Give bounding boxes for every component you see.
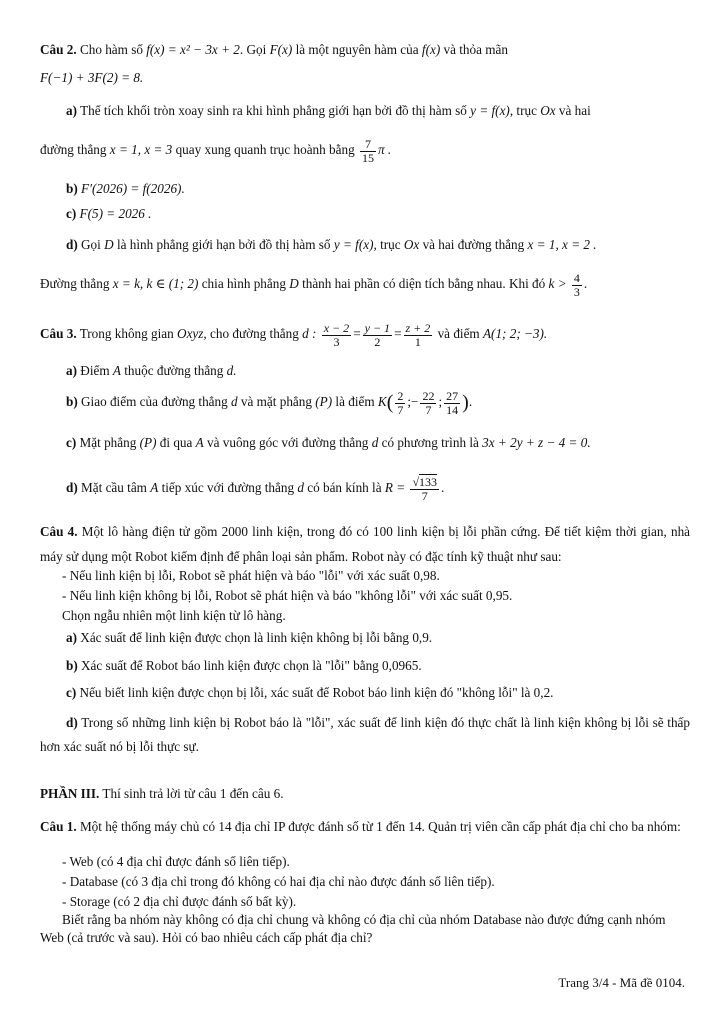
denominator: 3 [573, 284, 580, 299]
text: Một hệ thống máy chủ có 14 địa chỉ IP được đánh số từ 1 đến 14. Quản trị viên cần cấp phát địa chỉ cho ba nhóm: [79, 819, 681, 834]
text: đường thẳng [40, 142, 107, 158]
fraction [395, 390, 405, 416]
option-label: c) [66, 206, 77, 221]
text: tiếp xúc với đường thẳng [161, 480, 295, 496]
denominator: 2 [374, 334, 381, 349]
math: K [377, 394, 387, 410]
text: có phương trình là [381, 435, 479, 450]
fraction [404, 322, 433, 348]
option-label: a) [66, 103, 77, 118]
text: trục [380, 237, 401, 252]
question-2-option-a-cont [40, 138, 690, 164]
text: và vuông góc với đường thẳng [207, 435, 369, 450]
text: Thể tích khối tròn xoay sinh ra khi hình phẳng giới hạn bởi đồ thị hàm số [80, 103, 467, 118]
option-label: c) [66, 685, 77, 700]
text: . Gọi [239, 42, 267, 57]
math: π . [377, 142, 392, 158]
question-3-option-d [66, 476, 690, 502]
math: A [150, 480, 159, 496]
bullet: - Nếu linh kiện bị lỗi, Robot sẽ phát hiện và báo "lỗi" với xác suất 0,98. [62, 568, 440, 583]
denominator: 14 [446, 402, 459, 417]
question-1-stem [40, 818, 690, 835]
math: F(5) = 2026 . [79, 206, 152, 221]
text: và điểm [437, 326, 480, 342]
numerator: 22 [422, 389, 435, 403]
question-4-option-d [40, 711, 690, 759]
option-label: b) [66, 658, 78, 673]
question-1-groups [62, 852, 690, 912]
text: Gọi [81, 237, 101, 252]
math: A(1; 2; −3). [483, 326, 548, 342]
text: , cho đường thẳng [203, 326, 299, 342]
text: Mặt cầu tâm [81, 480, 147, 496]
numerator: 7 [360, 138, 376, 152]
math: d [297, 480, 304, 496]
page-footer: Trang 3/4 - Mã đề 0104. [558, 975, 685, 990]
numerator: 2 [397, 389, 404, 403]
math: d. [226, 363, 237, 378]
question-4-option-b [66, 658, 690, 675]
text: đi qua [159, 435, 193, 450]
math: Oxyz [177, 326, 204, 342]
math: F(−1) + 3F(2) = 8. [40, 70, 144, 85]
option-label: a) [66, 363, 77, 378]
question-1-question [40, 911, 690, 947]
math: f(x) = x² − 3x + 2 [146, 42, 240, 57]
math: x = 1, x = 3 [109, 142, 173, 158]
math: F(x) [269, 42, 293, 57]
text: Xác suất để linh kiện được chọn là linh kiện không bị lỗi bằng 0,9. [80, 630, 433, 645]
denominator: 1 [414, 334, 421, 349]
text: . [441, 480, 445, 496]
bullet: - Nếu linh kiện không bị lỗi, Robot sẽ phát hiện và báo "không lỗi" với xác suất 0,95. [62, 588, 513, 603]
denominator: 7 [397, 402, 404, 417]
option-label: d) [66, 715, 78, 730]
math: Ox [540, 103, 556, 118]
math: (P) [139, 435, 157, 450]
question-3-option-a [66, 363, 690, 380]
math: F′(2026) = f(2026). [81, 181, 185, 196]
denominator: 7 [421, 488, 428, 503]
question-2-option-c [66, 206, 690, 223]
numerator: y − 1 [364, 321, 391, 335]
question-2-option-d-cont [40, 272, 690, 298]
question-2-condition [40, 70, 690, 87]
question-4-stem [40, 519, 690, 569]
question-2-option-b [66, 181, 690, 198]
question-3-option-c [66, 435, 690, 452]
math: d : [302, 326, 317, 342]
math: D [289, 276, 299, 292]
math: x = k, k ∈ (1; 2) [112, 276, 199, 292]
math: A [195, 435, 204, 450]
question-4-option-a [66, 630, 690, 647]
bullet: - Web (có 4 địa chỉ được đánh số liên tiếp). [62, 854, 290, 869]
text: là một nguyên hàm của [295, 42, 419, 57]
question-4-label: Câu 4. [40, 524, 78, 539]
text: Một lô hàng điện tử gồm 2000 linh kiện, trong đó có 100 linh kiện bị lỗi phần cứng. Để tiết kiệm thời gian, nhà máy sử dụng một Robot kiểm định để phân loại sản phẩm. Robot này có đặc tính kỹ thuật như sau: [40, 524, 691, 564]
option-label: a) [66, 630, 77, 645]
math: x = 1, x = 2 . [527, 237, 597, 252]
text: thành hai phần có diện tích bằng nhau. Khi đó [302, 276, 546, 292]
question-4-bullets [62, 566, 690, 626]
part-3-label: PHẦN III. [40, 786, 100, 801]
math: R = [384, 480, 406, 496]
math: 3x + 2y + z − 4 = 0. [482, 435, 591, 450]
math: d [231, 394, 238, 410]
option-label: b) [66, 394, 78, 410]
text: Mặt phẳng [79, 435, 137, 450]
text: . [583, 276, 588, 292]
fraction [444, 390, 460, 416]
text: Thí sinh trả lời từ câu 1 đến câu 6. [102, 786, 284, 801]
radicand: 133 [419, 475, 438, 489]
text: Đường thẳng [40, 276, 110, 292]
bullet: - Database (có 3 địa chỉ trong đó không có hai địa chỉ nào được đánh số liên tiếp). [62, 874, 495, 889]
option-label: d) [66, 237, 78, 252]
question-2-stem [40, 42, 690, 59]
text: là điểm [335, 394, 375, 410]
math: Ox [403, 237, 420, 252]
text: và thỏa mãn [443, 42, 508, 57]
question-2-label: Câu 2. [40, 42, 77, 57]
text: và hai đường thẳng [422, 237, 525, 252]
math: D [104, 237, 114, 252]
numerator: x − 2 [323, 321, 350, 335]
math: y = f(x), [470, 103, 514, 118]
question-3-label: Câu 3. [40, 326, 77, 342]
text: và mặt phẳng [240, 394, 312, 410]
bullet: - Storage (có 2 địa chỉ được đánh số bất kỳ). [62, 894, 297, 909]
math: d [371, 435, 379, 450]
question-2-option-d [66, 237, 690, 254]
option-label: d) [66, 480, 78, 496]
text: Trong không gian [79, 326, 174, 342]
option-label: c) [66, 435, 77, 450]
denominator: 15 [361, 150, 374, 165]
fraction [322, 322, 351, 348]
text: quay xung quanh trục hoành bằng [175, 142, 355, 158]
math: k > [548, 276, 567, 292]
math: f(x) [421, 42, 441, 57]
numerator: z + 2 [405, 321, 431, 335]
text: Chọn ngẫu nhiên một linh kiện từ lô hàng. [62, 608, 286, 623]
numerator: 27 [446, 389, 459, 403]
fraction [360, 138, 376, 164]
text: chia hình phẳng [201, 276, 286, 292]
part-3-heading [40, 786, 690, 803]
numerator: 4 [573, 271, 580, 285]
question-1-label: Câu 1. [40, 819, 77, 834]
fraction [410, 476, 439, 502]
fraction [572, 272, 582, 298]
denominator: 7 [425, 402, 432, 417]
question-2-option-a [66, 103, 690, 120]
text: Giao điểm của đường thẳng [81, 394, 228, 410]
math: (P) [315, 394, 333, 410]
fraction [420, 390, 436, 416]
text: trục [516, 103, 537, 118]
numerator: √133 [412, 475, 438, 489]
text: thuộc đường thẳng [124, 363, 224, 378]
option-label: b) [66, 181, 78, 196]
question-3-stem: Câu 3. Trong không gian Oxyz, cho đường thẳng d : $\frac{x - 2}{3}$ = $\frac{y - 1}{2}$ = $\frac{z + 2}{1}$ và điểm A(1; 2; −3). [40, 321, 548, 349]
text: Cho hàm số [79, 42, 143, 57]
denominator: 3 [333, 334, 340, 349]
question-4-option-c [66, 685, 690, 702]
text: là hình phẳng giới hạn bởi đồ thị hàm số [116, 237, 331, 252]
text: Nếu biết linh kiện được chọn bị lỗi, xác suất để Robot báo linh kiện đó "không lỗi" là 0,2. [79, 685, 554, 700]
text: và hai [558, 103, 591, 118]
fraction [363, 322, 392, 348]
math: A [112, 363, 121, 378]
text: Trong số những linh kiện bị Robot báo là "lỗi", xác suất để linh kiện đó thực chất là linh kiện không bị lỗi sẽ thấp hơn xác suất nó bị lỗi thực sự. [40, 715, 690, 754]
math: y = f(x), [333, 237, 377, 252]
question-3-option-b: b) Giao điểm của đường thẳng d và mặt phẳng (P) là điểm K( $\frac{2}{7}$ ;− $\frac{22}{7}$ ; $\frac{27}{14}$ ). [66, 389, 473, 417]
text: Điểm [80, 363, 110, 378]
text: Biết rằng ba nhóm này không có địa chỉ chung và không có địa chỉ của nhóm Database nào được đứng cạnh nhóm Web (cả trước và sau). Hỏi có bao nhiêu cách cấp phát địa chỉ? [40, 912, 666, 945]
text: Xác suất để Robot báo linh kiện được chọn là "lỗi" bằng 0,0965. [81, 658, 422, 673]
text: có bán kính là [307, 480, 382, 496]
